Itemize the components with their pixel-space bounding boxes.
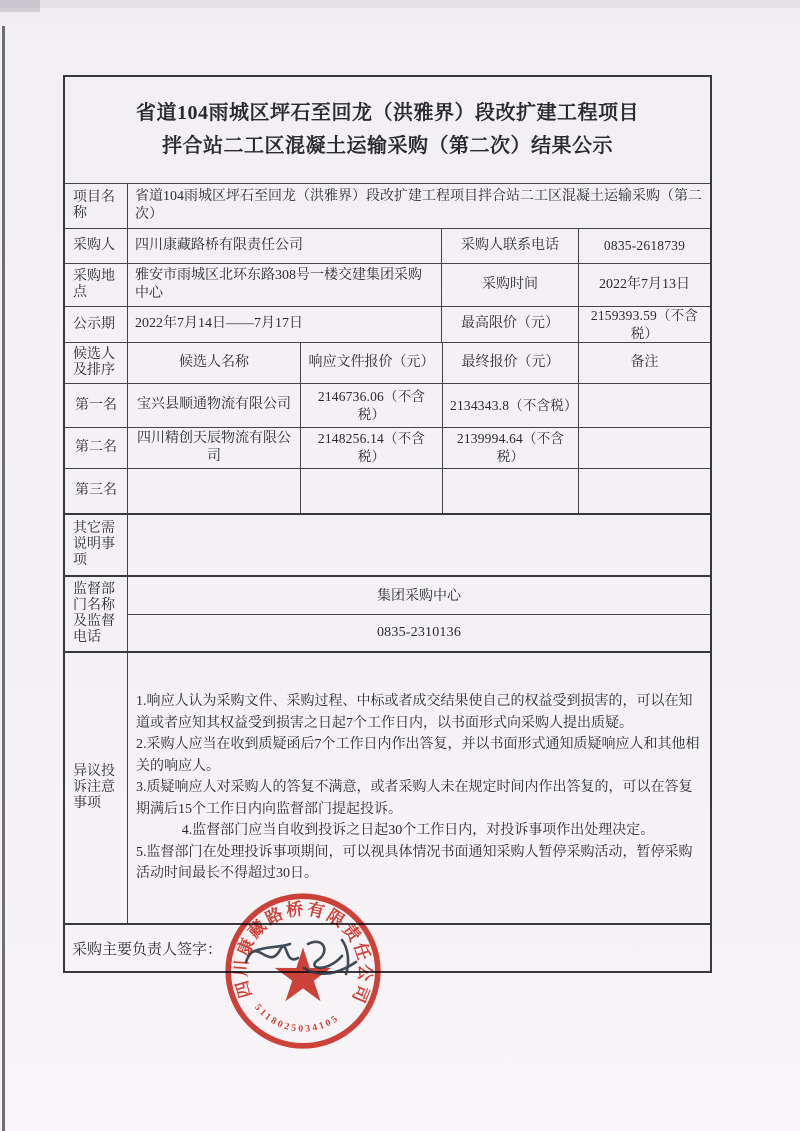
candidate-row-1 xyxy=(65,383,710,427)
supervision-values xyxy=(127,577,710,651)
stamp-number-text: 5118025034105 xyxy=(252,1002,342,1035)
publicity-period-value: 2022年7月14日——7月17日 xyxy=(127,307,441,342)
remark-header: 备注 xyxy=(578,343,710,383)
supervision-label: 监督部门名称及监督电话 xyxy=(73,582,115,645)
candidate-1-final-price: 2134343.8（不含税） xyxy=(442,384,578,427)
objection-items xyxy=(127,653,710,923)
purchaser-value: 四川康藏路桥有限责任公司 xyxy=(127,229,441,263)
purchase-time-value: 2022年7月13日 xyxy=(578,264,710,306)
purchase-location-value: 雅安市雨城区北环东路308号一楼交建集团采购中心 xyxy=(127,264,441,306)
objection-item-4: 4.监督部门应当自收到投诉之日起30个工作日内，对投诉事项作出处理决定。 xyxy=(181,823,655,839)
scan-artifact-left-edge xyxy=(2,26,5,1131)
candidate-1-doc-price: 2146736.06（不含税） xyxy=(300,384,442,427)
candidate-1-remark xyxy=(578,384,710,427)
candidate-row-2 xyxy=(65,427,710,468)
document-title-line2: 拌合站二工区混凝土运输采购（第二次）结果公示 xyxy=(162,135,613,157)
max-price-label: 最高限价（元） xyxy=(441,307,578,342)
candidate-name-header: 候选人名称 xyxy=(127,343,300,383)
publicity-period-row xyxy=(65,306,710,342)
objection-item-3: 3.质疑响应人对采购人的答复不满意，或者采购人未在规定时间内作出答复的，可以在答复期满后15个工作日内向监督部门提起投诉。 xyxy=(136,780,693,817)
purchaser-phone-label: 采购人联系电话 xyxy=(441,229,578,263)
final-price-header: 最终报价（元） xyxy=(442,343,578,383)
handwritten-signature xyxy=(238,922,368,996)
document-title xyxy=(65,77,710,183)
objection-item-5: 5.监督部门在处理投诉事项期间，可以视具体情况书面通知采购人暂停采购活动，暂停采购活动时间最长不得超过30日。 xyxy=(136,844,693,882)
candidate-2-name: 四川精创天辰物流有限公司 xyxy=(127,428,300,468)
other-notes-label: 其它需说明事项 xyxy=(73,521,115,568)
project-name-value: 省道104雨城区坪石至回龙（洪雅界）段改扩建工程项目拌合站二工区混凝土运输采购（第二次） xyxy=(127,184,710,228)
candidate-3-doc-price xyxy=(300,469,442,513)
candidate-1-name: 宝兴县顺通物流有限公司 xyxy=(127,384,300,427)
other-notes-value xyxy=(127,515,710,575)
announcement-table xyxy=(63,75,712,973)
project-name-row xyxy=(65,183,710,228)
document-title-line1: 省道104雨城区坪石至回龙（洪雅界）段改扩建工程项目 xyxy=(136,102,639,124)
candidate-3-name xyxy=(127,469,300,513)
candidate-3-remark xyxy=(578,469,710,513)
candidate-2-final-price: 2139994.64（不含税） xyxy=(442,428,578,468)
purchase-location-label: 采购地点 xyxy=(73,269,115,300)
purchase-time-label: 采购时间 xyxy=(441,264,578,306)
objection-item-1: 1.响应人认为采购文件、采购过程、中标或者成交结果使自己的权益受到损害的，可以在知道或者应知其权益受到损害之日起7个工作日内，以书面形式向采购人提出质疑。 xyxy=(136,694,693,731)
title-row xyxy=(65,77,710,183)
rank-3-label: 第三名 xyxy=(75,483,117,499)
publicity-period-label: 公示期 xyxy=(73,316,115,332)
project-name-label: 项目名称 xyxy=(73,190,115,221)
rank-2-label: 第二名 xyxy=(75,440,117,456)
purchaser-label: 采购人 xyxy=(73,238,115,254)
purchaser-row xyxy=(65,228,710,263)
objection-item-2: 2.采购人应当在收到质疑函后7个工作日内作出答复，并以书面形式通知质疑响应人和其他相关的响应人。 xyxy=(136,737,700,774)
other-notes-row xyxy=(65,513,710,575)
candidate-2-doc-price: 2148256.14（不含税） xyxy=(300,428,442,468)
candidate-row-3 xyxy=(65,468,710,513)
doc-price-header: 响应文件报价（元） xyxy=(300,343,442,383)
objection-label: 异议投诉注意事项 xyxy=(73,764,115,811)
scan-artifact-corner xyxy=(0,0,40,12)
objection-row xyxy=(65,651,710,923)
stamp-company-text: 四川康藏路桥有限责任公司 xyxy=(231,899,375,1008)
max-price-value: 2159393.59（不含税） xyxy=(578,307,710,342)
candidates-header-row xyxy=(65,342,710,383)
signature-row xyxy=(65,923,710,971)
candidates-rank-header: 候选人及排序 xyxy=(73,347,115,378)
supervision-department: 集团采购中心 xyxy=(377,589,461,605)
supervision-phone: 0835-2310136 xyxy=(128,614,710,652)
purchaser-phone-value: 0835-2618739 xyxy=(578,229,710,263)
purchase-location-row xyxy=(65,263,710,306)
candidate-3-final-price xyxy=(442,469,578,513)
rank-1-label: 第一名 xyxy=(75,397,117,413)
candidate-2-remark xyxy=(578,428,710,468)
scan-artifact-top xyxy=(0,0,800,8)
signature-label: 采购主要负责人签字： xyxy=(72,941,223,958)
supervision-row xyxy=(65,575,710,651)
